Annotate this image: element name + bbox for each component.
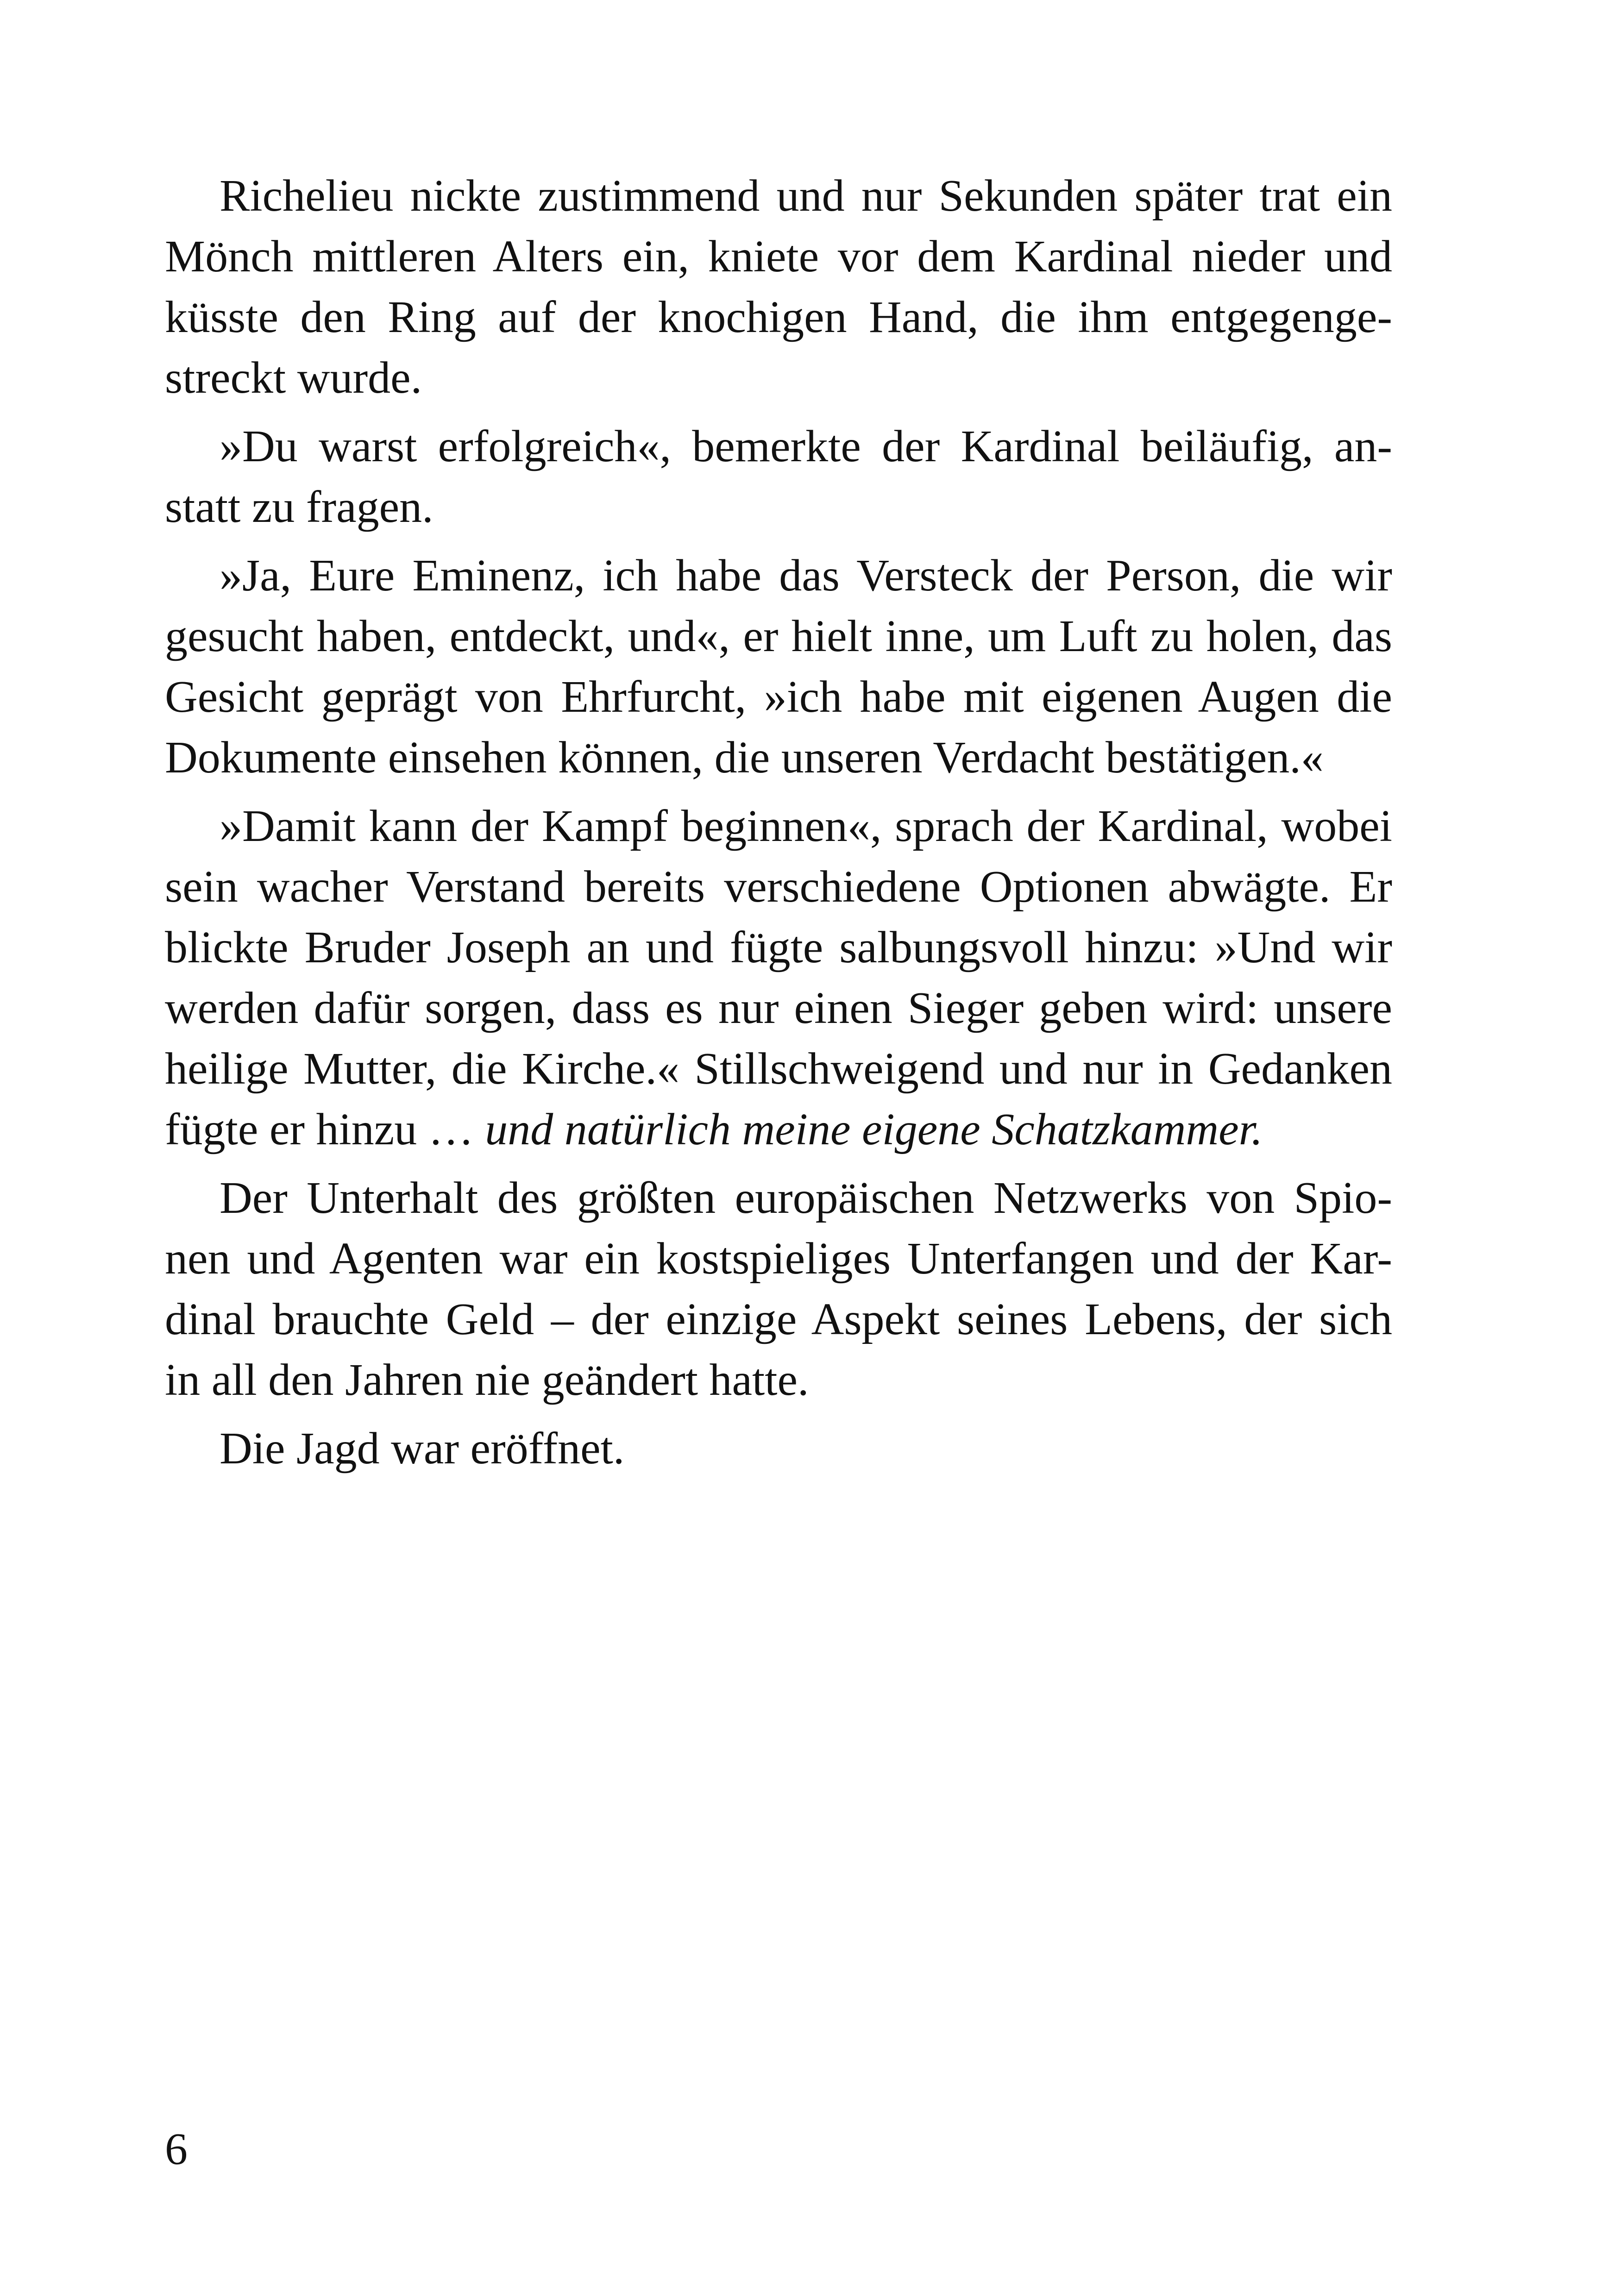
plain-text: fügte er hinzu … bbox=[165, 1104, 485, 1154]
text-line: »Du warst erfolgreich«, bemerkte der Kardinal beiläufig, an- bbox=[220, 421, 1392, 471]
text-line: nen und Agenten war ein kostspieliges Unterfangen und der Kar- bbox=[165, 1234, 1392, 1284]
text-line: statt zu fragen. bbox=[165, 482, 434, 532]
text-line: heilige Mutter, die Kirche.« Stillschweigend und nur in Gedanken bbox=[165, 1044, 1392, 1094]
text-line: küsste den Ring auf der knochigen Hand, die ihm entgegenge- bbox=[165, 292, 1392, 342]
text-line: »Ja, Eure Eminenz, ich habe das Versteck der Person, die wir bbox=[220, 551, 1392, 601]
page-number: 6 bbox=[165, 2124, 188, 2174]
paragraph bbox=[165, 416, 1392, 538]
italic-thought: und natürlich meine eigene Schatzkammer. bbox=[485, 1104, 1263, 1154]
body-text bbox=[165, 166, 1392, 1479]
text-line: »Damit kann der Kampf beginnen«, sprach der Kardinal, wobei bbox=[220, 801, 1392, 851]
text-line: blickte Bruder Joseph an und fügte salbungsvoll hinzu: »Und wir bbox=[165, 922, 1392, 972]
text-line: Die Jagd war eröffnet. bbox=[220, 1424, 625, 1474]
text-line: werden dafür sorgen, dass es nur einen Sieger geben wird: unsere bbox=[165, 983, 1392, 1033]
paragraph bbox=[165, 546, 1392, 788]
text-line: streckt wurde. bbox=[165, 353, 422, 403]
text-line: Mönch mittleren Alters ein, kniete vor dem Kardinal nieder und bbox=[165, 232, 1392, 282]
text-line: Gesicht geprägt von Ehrfurcht, »ich habe mit eigenen Augen die bbox=[165, 672, 1392, 722]
paragraph bbox=[165, 796, 1392, 1160]
paragraph bbox=[165, 1418, 1392, 1479]
text-line: dinal brauchte Geld – der einzige Aspekt seines Lebens, der sich bbox=[165, 1294, 1392, 1344]
text-line: Richelieu nickte zustimmend und nur Sekunden später trat ein bbox=[220, 171, 1392, 221]
text-line: in all den Jahren nie geändert hatte. bbox=[165, 1355, 809, 1405]
text-line: Der Unterhalt des größten europäischen Netzwerks von Spio- bbox=[220, 1173, 1392, 1223]
paragraph bbox=[165, 166, 1392, 408]
text-line bbox=[165, 1099, 1392, 1160]
text-line: sein wacher Verstand bereits verschiedene Optionen abwägte. Er bbox=[165, 862, 1392, 912]
paragraph bbox=[165, 1168, 1392, 1411]
text-line: gesucht haben, entdeckt, und«, er hielt inne, um Luft zu holen, das bbox=[165, 611, 1392, 661]
text-line: Dokumente einsehen können, die unseren Verdacht bestätigen.« bbox=[165, 733, 1324, 783]
